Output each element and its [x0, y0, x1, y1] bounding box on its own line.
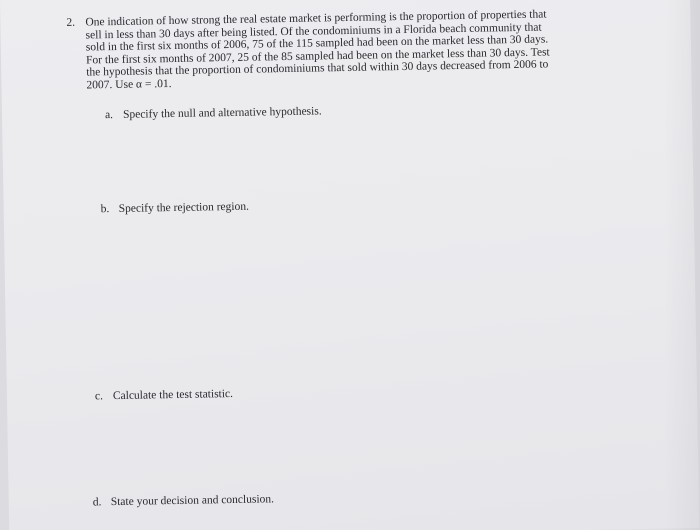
part-b-letter: b.: [100, 203, 110, 216]
part-c-text: Calculate the test statistic.: [112, 387, 234, 403]
part-a-letter: a.: [104, 109, 114, 122]
part-d-text: State your decision and conclusion.: [110, 493, 275, 509]
part-c-letter: c.: [94, 390, 104, 403]
part-a: [105, 105, 322, 121]
part-b: [101, 201, 249, 216]
part-a-text: Specify the null and alternative hypothesis.: [122, 105, 322, 121]
page-shadow-edge: [664, 0, 700, 530]
part-b-text: Specify the rejection region.: [118, 200, 250, 215]
part-d-letter: d.: [92, 496, 102, 509]
part-d: [93, 493, 274, 508]
question-text: One indication of how strong the real estate market is performing is the proportion of properties that sell in less than 30 days after being listed. Of the condominiums in a Florida beach community that sold in the first six months of 2006, 75 of the 115 sampled had been on the market less than 30 days. For the first six months of 2007, 25 of the 85 sampled had been on the market less than 30 days. Test the hypothesis that the proportion of condominiums that sold within 30 days decreased from 2006 to 2007. Use α = .01.: [85, 8, 550, 92]
part-c: [95, 388, 233, 402]
question-number: 2.: [66, 16, 76, 29]
